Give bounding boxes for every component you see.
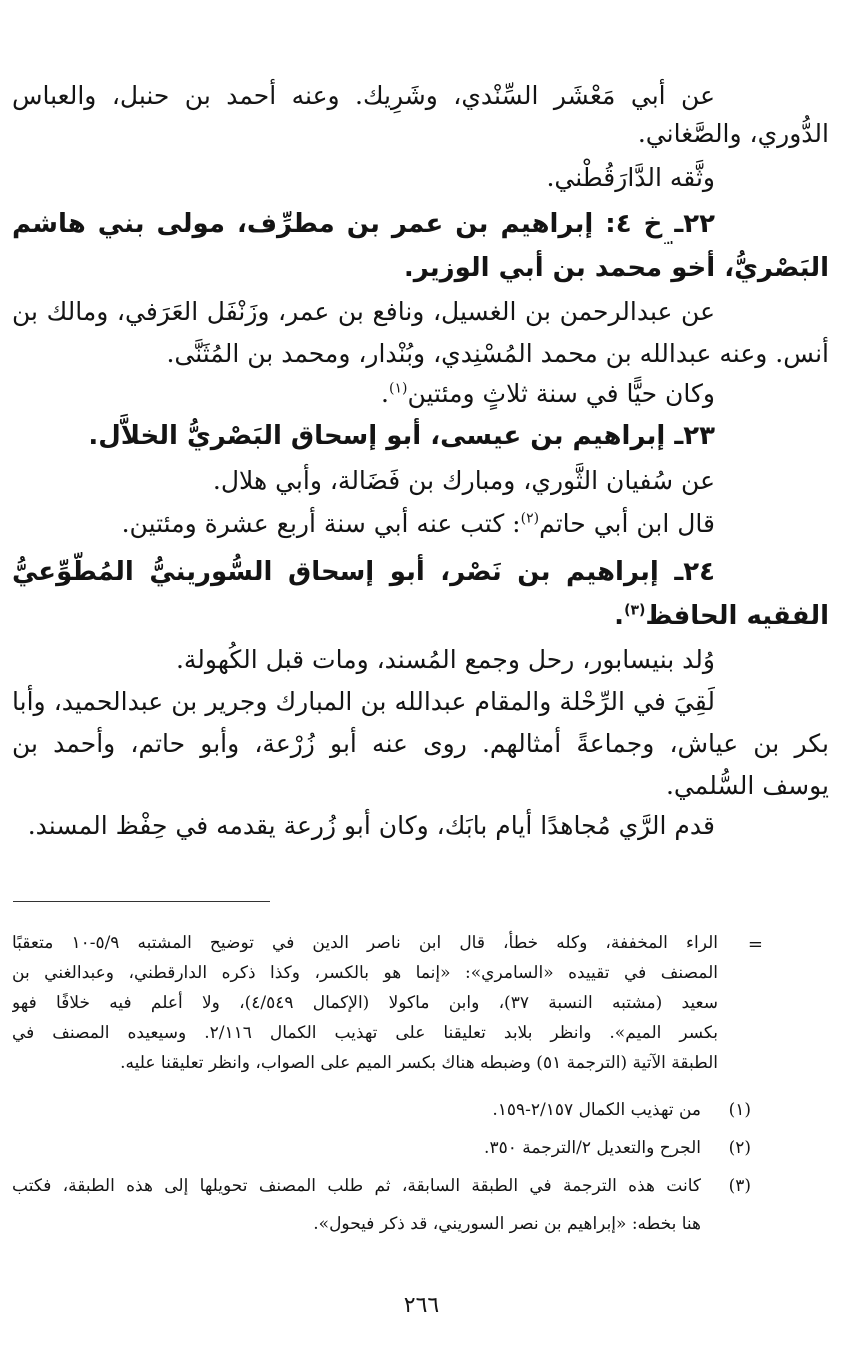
entry-heading-22-cont: البَصْريُّ، أخو محمد بن أبي الوزير.: [403, 253, 829, 283]
body-text: قال ابن أبي حاتم: [539, 509, 715, 538]
continuation-mark: =: [747, 934, 763, 955]
footnote-number: (١): [728, 1100, 751, 1120]
footnote-ref-2: (٢): [520, 510, 540, 527]
footnote-line: المصنف في تقييده «السامري»: «إنما هو بالكسر، وكذا ذكره الدارقطني، وعبدالغني بن: [12, 963, 718, 983]
body-line: عن أبي مَعْشَر السِّنْدي، وشَرِيك. وعنه أحمد بن حنبل، والعباس: [12, 81, 715, 110]
footnote-number: (٢): [728, 1138, 751, 1158]
footnote-separator: [13, 901, 270, 902]
body-text: وكان حيًّا في سنة ثلاثٍ ومئتين: [407, 379, 715, 408]
entry-heading-22: ٢٢ـ خ ٤: إبراهيم بن عمر بن مطرِّف، مولى بني هاشم: [12, 209, 715, 239]
body-text: : كتب عنه أبي سنة أربع عشرة ومئتين.: [121, 509, 521, 538]
body-line: الدُّوري، والصَّغاني.: [637, 119, 829, 148]
footnote-ref-3: (٣): [624, 602, 646, 619]
heading-text: .: [614, 601, 625, 631]
footnote-line: الطبقة الآتية (الترجمة ٥١) وضبطه هناك بكسر الميم على الصواب، وانظر تعليقنا عليه.: [120, 1053, 718, 1073]
body-line: [122, 504, 715, 544]
body-line: بكر بن عياش، وجماعةً أمثالهم. روى عنه أبو زُرْعة، وأبو حاتم، وأحمد بن: [12, 729, 829, 758]
body-line: أنس. وعنه عبدالله بن محمد المُسْنِدي، وبُنْدار، ومحمد بن المُثَنَّى.: [166, 339, 829, 368]
body-line: عن عبدالرحمن بن الغسيل، ونافع بن عمر، وزَنْفَل العَرَفي، ومالك بن: [12, 297, 715, 326]
page-number: ٢٦٦: [403, 1293, 440, 1318]
body-line: يوسف السُّلمي.: [665, 771, 829, 800]
footnote-text: كانت هذه الترجمة في الطبقة السابقة، ثم طلب المصنف تحويلها إلى هذه الطبقة، فكتب: [12, 1176, 701, 1196]
footnote-text: من تهذيب الكمال ٢/١٥٧-١٥٩.: [492, 1100, 701, 1120]
body-line: وُلد بنيسابور، رحل وجمع المُسند، ومات قبل الكُهولة.: [175, 645, 715, 674]
footnote-text: الجرح والتعديل ٢/الترجمة ٣٥٠.: [484, 1138, 701, 1158]
footnote-number: (٣): [728, 1176, 751, 1196]
footnote-line: الراء المخففة، وكله خطأ، قال ابن ناصر الدين في توضيح المشتبه ٥/٩-١٠ متعقبًا: [12, 933, 718, 953]
entry-heading-24: ٢٤ـ إبراهيم بن نَصْر، أبو إسحاق السُّورينيُّ المُطَّوِّعيُّ: [12, 557, 715, 587]
entry-heading-23: ٢٣ـ إبراهيم بن عيسى، أبو إسحاق البَصْريُّ الخلاَّل.: [88, 421, 715, 451]
footnote-ref-1: (١): [389, 380, 408, 397]
footnote-text: هنا بخطه: «إبراهيم بن نصر السوريني، قد ذكر فيحول».: [313, 1214, 701, 1234]
footnote-line: بكسر الميم». وانظر بلابد تعليقنا على تهذيب الكمال ٢/١١٦. وسيعيده المصنف في: [12, 1023, 718, 1043]
body-line: وكان حيًّا في سنة ثلاثٍ ومئتين$^{(١)}$.: [381, 379, 715, 408]
heading-text: الفقيه الحافظ: [645, 601, 829, 631]
body-line: قدم الرَّي مُجاهدًا أيام بابَك، وكان أبو زُرعة يقدمه في حِفْظ المسند.: [27, 811, 715, 840]
body-line: وثَّقه الدَّارَقُطْني.: [546, 163, 715, 192]
footnote-line: سعيد (مشتبه النسبة ٣٧)، وابن ماكولا (الإكمال ٤/٥٤٩)، ولا أعلم فيه خلافًا فهو: [12, 993, 718, 1013]
body-line: عن سُفيان الثَّوري، ومبارك بن فَضَالة، وأبي هلال.: [212, 466, 715, 495]
entry-heading-24-cont: [614, 596, 829, 636]
body-line: لَقِيَ في الرِّحْلة والمقام عبدالله بن المبارك وجرير بن عبدالحميد، وأبا: [12, 687, 715, 716]
